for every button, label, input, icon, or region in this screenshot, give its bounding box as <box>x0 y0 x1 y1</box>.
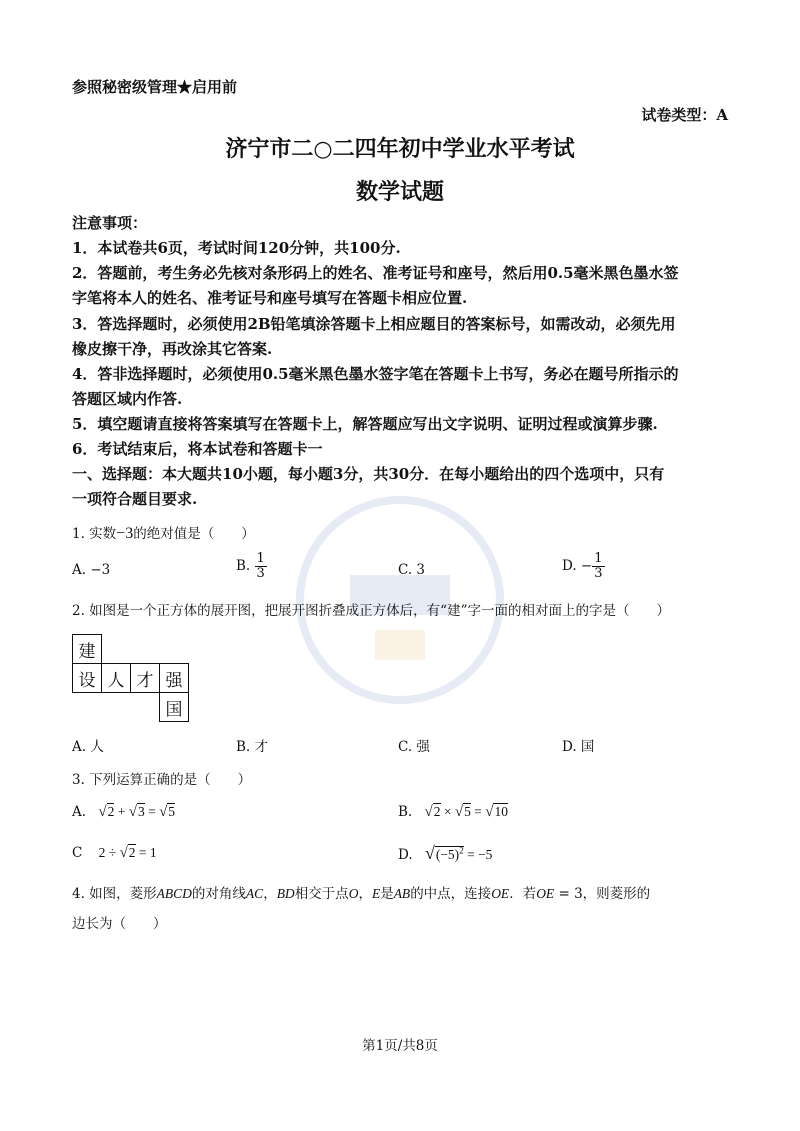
q2-option-a: A. 人 <box>72 739 104 755</box>
question-text: ， <box>358 886 372 902</box>
note-line: 橡皮擦干净，再改涂其它答案. <box>72 340 273 358</box>
math-symbol: BD <box>276 886 295 901</box>
radicand: 2 <box>107 804 115 819</box>
note-line: 5．填空题请直接将答案填写在答题卡上，解答题应写出文字说明、证明过程或演算步骤. <box>72 415 658 433</box>
question-3-stem: 3. 下列运算正确的是（ ） <box>72 772 252 788</box>
question-text: 4. 如图，菱形 <box>72 886 157 902</box>
q3-option-c <box>72 845 157 862</box>
numerator: 1 <box>256 551 265 566</box>
radical-sign-icon: √ <box>128 804 137 820</box>
question-text: 的绝对值是（ ） <box>133 526 255 542</box>
q1-option-d <box>562 552 605 581</box>
radicand: 2 <box>433 804 441 819</box>
math-expression <box>98 804 175 819</box>
net-cell: 强 <box>160 664 189 693</box>
net-cell: 设 <box>73 664 102 693</box>
math-symbol: E <box>371 886 381 901</box>
question-text: 的中点，连接 <box>410 886 492 902</box>
note-line: 字笔将本人的姓名、准考证号和座号填写在答题卡相应位置. <box>72 289 468 307</box>
base: (−5) <box>435 847 460 862</box>
math-symbol: AB <box>393 886 411 901</box>
radicand <box>435 846 464 862</box>
option-label: D. <box>398 847 413 863</box>
math-symbol: OE <box>536 886 555 901</box>
radicand: 5 <box>464 804 471 819</box>
option-label: C <box>72 845 83 861</box>
radicand: 2 <box>128 845 136 860</box>
question-text: 的对角线 <box>191 886 246 902</box>
denominator: 3 <box>594 566 603 581</box>
q1-option-c: C. 3 <box>398 562 426 578</box>
math-symbol: O <box>348 886 359 901</box>
exam-subtitle: 数学试题 <box>355 179 444 205</box>
q2-option-c: C. 强 <box>398 739 430 755</box>
denominator: 3 <box>256 566 265 581</box>
notes-heading: 注意事项： <box>72 214 148 232</box>
operand: = 1 <box>135 845 157 860</box>
math-expression <box>424 843 493 863</box>
question-2-stem: 2. 如图是一个正方体的展开图，把展开图折叠成正方体后，有“建”字一面的相对面上的字是（ ） <box>72 603 670 619</box>
operand: = −5 <box>463 847 493 862</box>
option-label: D. − <box>562 558 593 574</box>
question-text: ， <box>263 886 277 902</box>
net-cell: 才 <box>131 664 160 693</box>
operator: = <box>470 804 486 819</box>
math-symbol: ABCD <box>156 886 192 901</box>
radical-sign-icon: √ <box>159 804 168 820</box>
q1-option-a: A. −3 <box>72 562 111 578</box>
note-line: 6．考试结束后，将本试卷和答题卡一 <box>72 440 323 458</box>
radical-sign-icon: √ <box>424 843 435 863</box>
section-heading: 一、选择题：本大题共10小题，每小题3分，共30分．在每小题给出的四个选项中，只有 <box>72 465 665 483</box>
math-symbol: OE <box>491 886 510 901</box>
fraction <box>592 552 604 581</box>
note-line: 3．答选择题时，必须使用2B铅笔填涂答题卡上相应题目的答案标号，如需改动，必须先用 <box>72 315 676 333</box>
paper-type: 试卷类型：A <box>641 106 728 124</box>
radicand: 5 <box>168 804 176 819</box>
question-1-stem <box>72 522 255 543</box>
fraction <box>255 552 267 581</box>
exponent: 2 <box>459 845 464 856</box>
math-expression <box>99 845 157 860</box>
page-number: 第1页/共8页 <box>362 1038 438 1054</box>
radical-sign-icon: √ <box>424 804 433 820</box>
radicand: 3 <box>137 804 145 819</box>
operator: × <box>440 804 455 819</box>
note-line: 4．答非选择题时，必须使用0.5毫米黑色墨水签字笔在答题卡上书写，务必在题号所指示的 <box>72 365 679 383</box>
radical-sign-icon: √ <box>98 804 107 820</box>
question-text: 1. 实数 <box>72 526 117 542</box>
option-label: A. <box>72 804 87 820</box>
section-heading-cont: 一项符合题目要求. <box>72 490 198 508</box>
question-4-stem <box>72 882 650 902</box>
net-cell: 国 <box>160 693 189 722</box>
note-line: 答题区域内作答. <box>72 390 183 408</box>
q2-option-d: D. 国 <box>562 739 595 755</box>
option-label: B. <box>398 804 413 820</box>
radical-sign-icon: √ <box>119 845 128 861</box>
q3-option-d <box>398 843 492 864</box>
q3-option-a <box>72 804 175 821</box>
math-symbol: AC <box>245 886 264 901</box>
q1-option-b <box>236 552 267 581</box>
radical-sign-icon: √ <box>485 804 494 820</box>
question-text: ．若 <box>509 886 537 902</box>
operator: = <box>144 804 160 819</box>
radical-sign-icon: √ <box>454 804 464 820</box>
net-cell: 人 <box>102 664 131 693</box>
numerator: 1 <box>594 551 603 566</box>
q3-option-b <box>398 804 508 821</box>
exam-title: 济宁市二○二四年初中学业水平考试 <box>225 136 575 162</box>
question-text: 是 <box>380 886 394 902</box>
question-text: 相交于点 <box>294 886 349 902</box>
q2-option-b: B. 才 <box>236 739 269 755</box>
question-text: ，则菱形的 <box>582 886 651 902</box>
note-line: 2．答题前，考生务必先核对条形码上的姓名、准考证号和座号，然后用0.5毫米黑色墨水签 <box>72 264 679 282</box>
operand: 2 ÷ <box>98 845 120 860</box>
math-value: −3 <box>116 525 134 542</box>
cube-net-figure <box>72 634 189 722</box>
net-cell: 建 <box>73 635 102 664</box>
question-4-stem-cont: 边长为（ ） <box>72 916 167 932</box>
security-note: 参照秘密级管理★启用前 <box>72 78 238 96</box>
operator: + <box>114 804 129 819</box>
math-value: = 3 <box>554 886 583 902</box>
radicand: 10 <box>494 804 508 819</box>
note-line: 1．本试卷共6页，考试时间120分钟，共100分. <box>72 239 401 257</box>
math-expression <box>425 804 508 819</box>
option-label: B. <box>236 558 251 574</box>
